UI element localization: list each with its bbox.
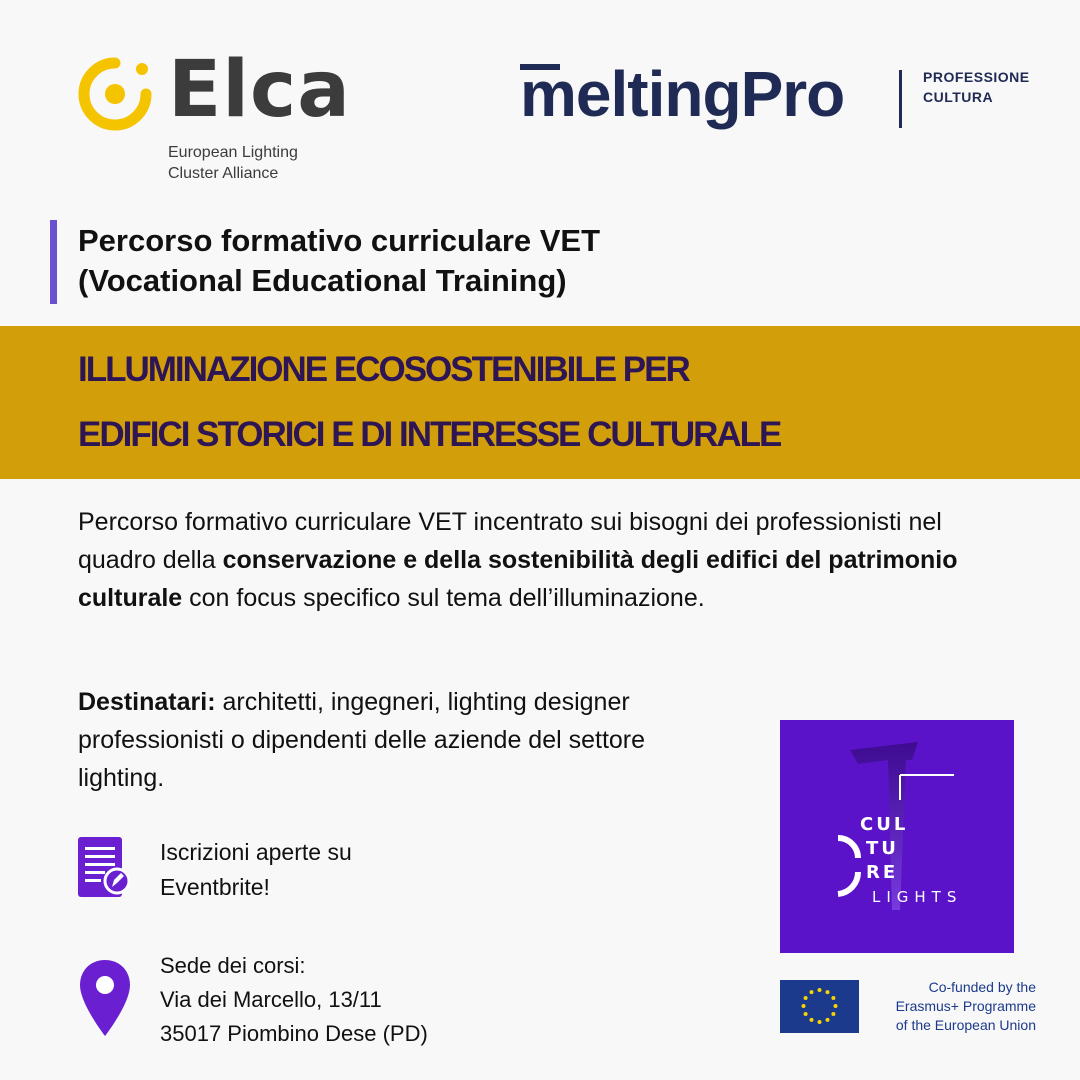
banner-title-line1: ILLUMINAZIONE ECOSOSTENIBILE PER	[78, 350, 689, 389]
location-pin-icon	[78, 958, 132, 1038]
eu-cofunding-text: Co-funded by the Erasmus+ Programme of the European Union	[895, 979, 1036, 1033]
culture-lights-logo	[780, 720, 1014, 953]
venue-label: Sede dei corsi:	[160, 953, 306, 978]
venue-address-line1: Via dei Marcello, 13/11	[160, 987, 382, 1012]
culture-lights-line1: CUL	[860, 814, 909, 835]
elca-sun-icon	[76, 55, 154, 133]
meltingpro-wordmark: meltingPro	[520, 58, 845, 130]
heading-accent-bar	[50, 220, 57, 304]
culture-lights-graphic	[780, 720, 1014, 953]
culture-lights-line3: RE	[866, 862, 899, 883]
logo-divider	[899, 70, 902, 128]
course-heading: Percorso formativo curriculare VET (Vocational Educational Training)	[78, 223, 601, 298]
registration-text: Iscrizioni aperte su Eventbrite!	[160, 839, 352, 900]
elca-wordmark: Elca	[168, 45, 351, 135]
form-icon	[78, 837, 130, 901]
banner-title-line2: EDIFICI STORICI E DI INTERESSE CULTURALE	[78, 415, 781, 454]
title-banner	[0, 326, 1080, 479]
course-description: Percorso formativo curriculare VET incentrato sui bisogni dei professionisti nel quadro della conservazione e della sostenibilità degli edifici del patrimonio culturale con focus specifico sul tema dell’illuminazione.	[78, 508, 958, 612]
elca-subtitle: European Lighting Cluster Alliance	[168, 144, 298, 182]
meltingpro-tagline: PROFESSIONE CULTURA	[923, 69, 1030, 105]
eu-cofunding-logo	[780, 978, 1038, 1036]
audience-text: Destinatari: architetti, ingegneri, lighting designer professionisti o dipendenti delle aziende del settore lighting.	[78, 688, 646, 792]
venue-block	[160, 949, 428, 1051]
culture-lights-line4: LIGHTS	[872, 888, 963, 906]
eu-flag-icon	[780, 980, 859, 1033]
venue-address-line2: 35017 Piombino Dese (PD)	[160, 1021, 428, 1046]
culture-lights-line2: TU	[866, 838, 899, 859]
